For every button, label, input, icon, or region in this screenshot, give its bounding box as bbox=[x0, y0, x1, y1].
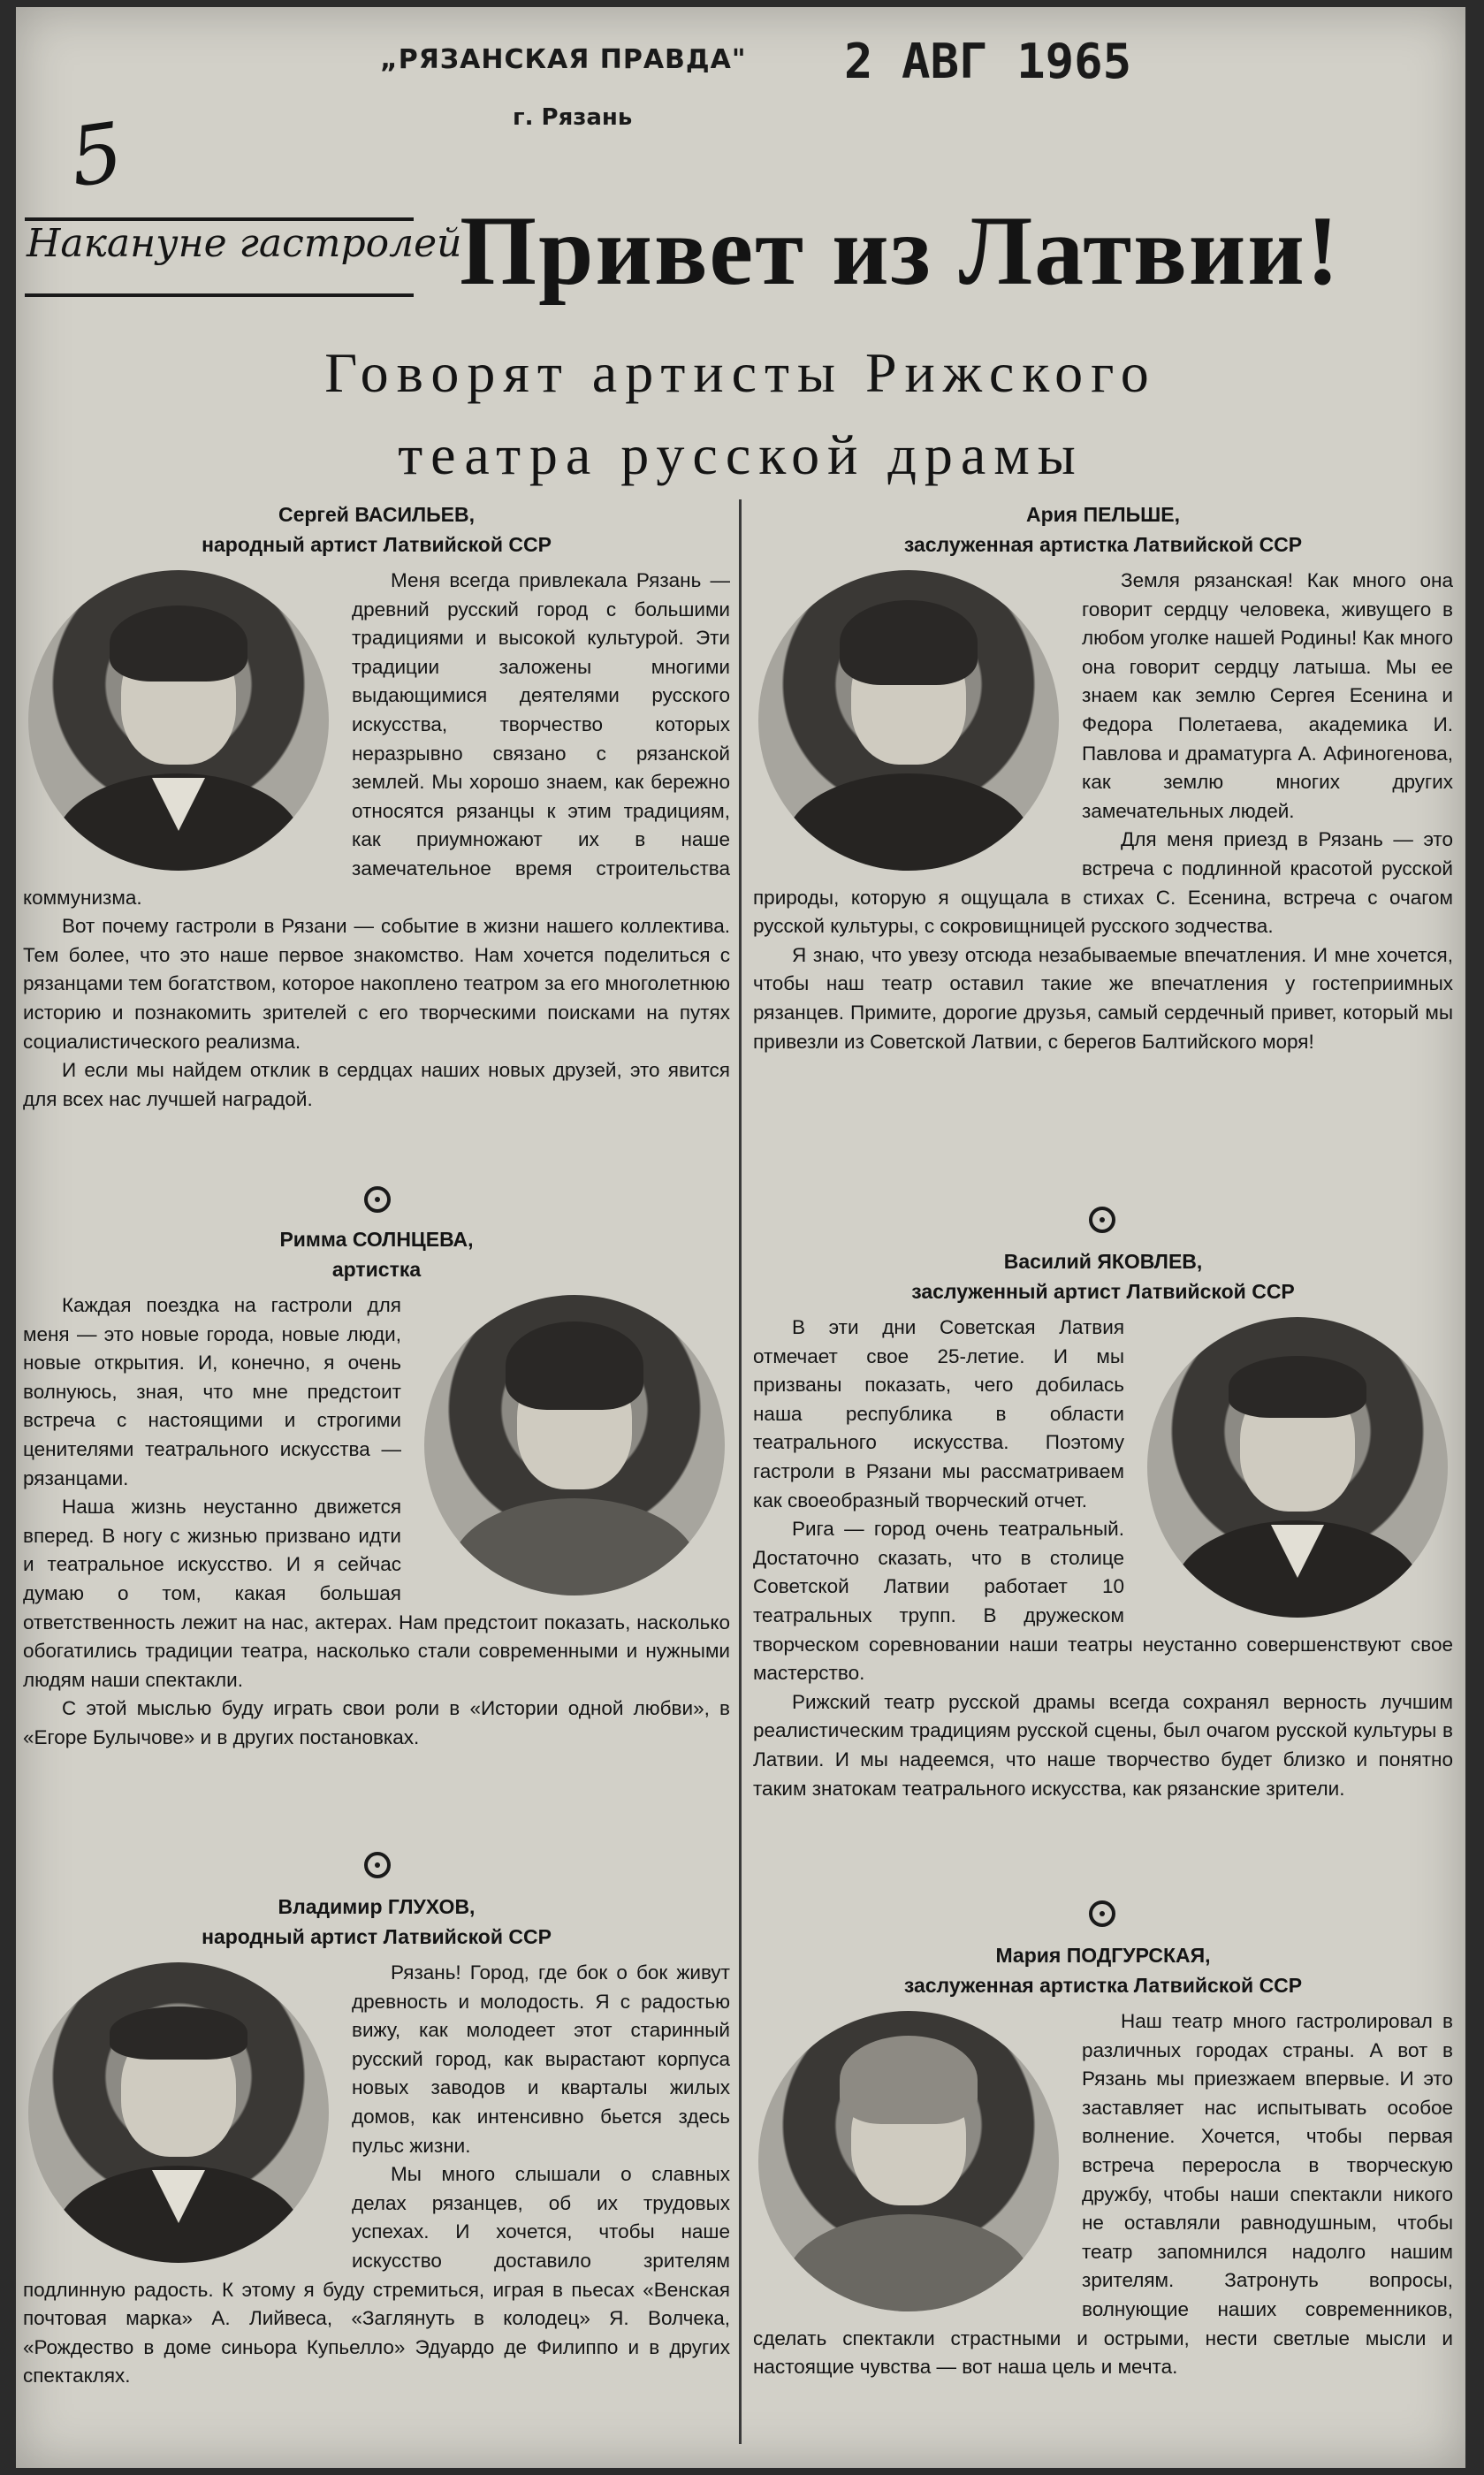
paragraph: Рига — город очень театральный. Достаточно сказать, что в столице Советской Латвии работает 10 театральных трупп. В дружеском творческом соревновании наши театры неустанно совершенствуют свое мастерство. bbox=[753, 1518, 1453, 1685]
newspaper-city: г. Рязань bbox=[513, 104, 633, 131]
article-text bbox=[753, 2007, 1453, 2382]
subheadline-line-1: Говорят артисты Рижского bbox=[324, 341, 1157, 404]
article-text bbox=[23, 1959, 730, 2391]
author-heading bbox=[23, 499, 730, 560]
paragraph: Для меня приезд в Рязань — это встреча с подлинной красотой русской природы, которую я ощущала в стихах С. Есенина, встреча с очагом русской культуры, с сокровищницей русского зодчества. bbox=[753, 828, 1453, 938]
paragraph: Мы много слышали о славных делах рязанцев, об их трудовых успехах. И хочется, чтобы наше искусство доставило зрителям подлинную радость. К этому я буду стремиться, играя в пьесах «Венская почтовая марка» А. Лийвеса, «Заглянуть в колодец» Я. Волчека, «Рождество в доме синьора Купьелло» Эдуардо де Филиппо и в других спектаклях. bbox=[23, 2163, 730, 2387]
author-name: Василий ЯКОВЛЕВ, bbox=[1003, 1250, 1203, 1273]
paragraph: Рязань! Город, где бок о бок живут древность и молодость. Я с радостью вижу, как молодеет этот старинный русский город, как вырастают корпуса новых заводов и кварталы жилых домов, как интенсивно бьется здесь пульс жизни. bbox=[352, 1961, 730, 2157]
author-title: народный артист Латвийской ССР bbox=[202, 533, 552, 556]
author-heading bbox=[753, 499, 1453, 560]
author-name: Ария ПЕЛЬШЕ, bbox=[1026, 503, 1180, 526]
article-yakovlev bbox=[753, 1246, 1453, 1803]
rubric-rule-bottom bbox=[25, 293, 414, 297]
paragraph: В эти дни Советская Латвия отмечает свое 25-летие. И мы призваны показать, чего добилась наша республика в области театрального искусства. Поэтому гастроли в Рязани мы рассматриваем как своеобразный творческий отчет. bbox=[753, 1316, 1124, 1512]
column-divider bbox=[739, 499, 742, 2444]
paragraph: Меня всегда привлекала Рязань — древний русский город с большими традициями и высокой культурой. Эти традиции заложены многими выдающимися деятелями русского искусства, творчество которых неразрывно связано с рязанской землей. Мы хорошо знаем, как бережно относятся рязанцы к этим традициям, как приумножают их в наше замечательное время строительства коммунизма. bbox=[23, 569, 730, 909]
paragraph: Рижский театр русской драмы всегда сохранял верность лучшим реалистическим традициям русской сцены, был очагом русской культуры в Латвии. И мы надеемся, что наше творчество будет близко и понятно таким знатокам театрального искусства, как рязанские зрители. bbox=[753, 1690, 1453, 1800]
subheadline-line-2: театра русской драмы bbox=[398, 423, 1084, 486]
author-title: заслуженный артист Латвийской ССР bbox=[911, 1280, 1295, 1303]
paragraph: Каждая поездка на гастроли для меня — это новые города, новые люди, новые открытия. И, конечно, я очень волнуюсь, зная, что мне предстоит встреча с настоящими и строгими ценителями театрального искусства — рязанцами. bbox=[23, 1294, 401, 1489]
article-text bbox=[23, 1291, 730, 1753]
paragraph: Наш театр много гастролировал в различных городах страны. А вот в Рязань мы приезжаем впервые. И это заставляет нас испытывать особое волнение. Хочется, чтобы первая встреча переросла в творческую дружбу, чтобы наши спектакли никого не оставляли равнодушным, чтобы театр запомнился надолго нашим зрителям. Затронуть вопросы, волнующие наших современников, сделать спектакли страстными и острыми, нести светлые мысли и настоящие чувства — вот наша цель и мечта. bbox=[753, 2010, 1453, 2379]
author-title: артистка bbox=[331, 1258, 422, 1281]
author-title: заслуженная артистка Латвийской ССР bbox=[903, 1974, 1303, 1997]
date-stamp: 2 АВГ 1965 bbox=[844, 34, 1132, 89]
paragraph: И если мы найдем отклик в сердцах наших новых друзей, это явится для всех нас лучшей наградой. bbox=[23, 1059, 730, 1110]
author-title: заслуженная артистка Латвийской ССР bbox=[903, 533, 1303, 556]
portrait-photo bbox=[1147, 1317, 1448, 1618]
author-heading bbox=[23, 1224, 730, 1284]
article-text bbox=[753, 567, 1453, 1056]
rubric: Накануне гастролей bbox=[27, 221, 462, 266]
author-name: Владимир ГЛУХОВ, bbox=[278, 1895, 476, 1918]
portrait-photo bbox=[28, 1962, 329, 2263]
ornament-separator bbox=[1089, 1207, 1115, 1233]
paragraph: Я знаю, что увезу отсюда незабываемые впечатления. И мне хочется, чтобы наш театр оставил такие же впечатления у гостеприимных рязанцев. Примите, дорогие друзья, самый сердечный привет, который мы привезли из Советской Латвии, с берегов Балтийского моря! bbox=[753, 943, 1453, 1053]
article-solntseva bbox=[23, 1224, 730, 1753]
headline: Привет из Латвии! bbox=[460, 196, 1342, 306]
article-text bbox=[23, 567, 730, 1114]
author-heading bbox=[753, 1246, 1453, 1306]
author-heading bbox=[23, 1892, 730, 1952]
article-text bbox=[753, 1314, 1453, 1803]
portrait-photo bbox=[758, 570, 1059, 871]
portrait-photo bbox=[758, 2011, 1059, 2311]
ornament-separator bbox=[364, 1186, 391, 1213]
author-title: народный артист Латвийской ССР bbox=[202, 1925, 552, 1948]
portrait-photo bbox=[424, 1295, 725, 1595]
newspaper-source: „РЯЗАНСКАЯ ПРАВДА" bbox=[380, 44, 747, 75]
handwritten-number: 5 bbox=[64, 104, 129, 206]
paragraph: Вот почему гастроли в Рязани — событие в жизни нашего коллектива. Тем более, что это наше первое знакомство. Нам хочется поделиться с рязанцами тем богатством, которое накоплено театром за его многолетнюю историю и познакомить зрителей с его творческими поисками на путях социалистического реализма. bbox=[23, 915, 730, 1053]
ornament-separator bbox=[1089, 1900, 1115, 1927]
ornament-separator bbox=[364, 1852, 391, 1878]
author-name: Сергей ВАСИЛЬЕВ, bbox=[278, 503, 475, 526]
paragraph: С этой мыслью буду играть свои роли в «Истории одной любви», в «Егоре Булычове» и в других постановках. bbox=[23, 1697, 730, 1748]
paragraph: Наша жизнь неустанно движется вперед. В ногу с жизнью призвано идти и театральное искусство. И я сейчас думаю о том, какая большая ответственность лежит на нас, актерах. Нам предстоит показать, насколько обогатились традиции театра, насколько стали современными и нужными людям наши спектакли. bbox=[23, 1496, 730, 1691]
article-pelshe bbox=[753, 499, 1453, 1056]
author-name: Мария ПОДГУРСКАЯ, bbox=[995, 1944, 1211, 1967]
article-glukhov bbox=[23, 1892, 730, 2391]
portrait-photo bbox=[28, 570, 329, 871]
author-heading bbox=[753, 1940, 1453, 2000]
article-podgurskaya bbox=[753, 1940, 1453, 2382]
author-name: Римма СОЛНЦЕВА, bbox=[279, 1228, 474, 1251]
article-vasilyev bbox=[23, 499, 730, 1114]
paragraph: Земля рязанская! Как много она говорит сердцу человека, живущего в любом уголке нашей Родины! Как много она говорит сердцу латыша. Мы ее знаем как землю Сергея Есенина и Федора Полетаева, академика И. Павлова и драматурга А. Афиногенова, как землю многих других замечательных людей. bbox=[1082, 569, 1453, 822]
